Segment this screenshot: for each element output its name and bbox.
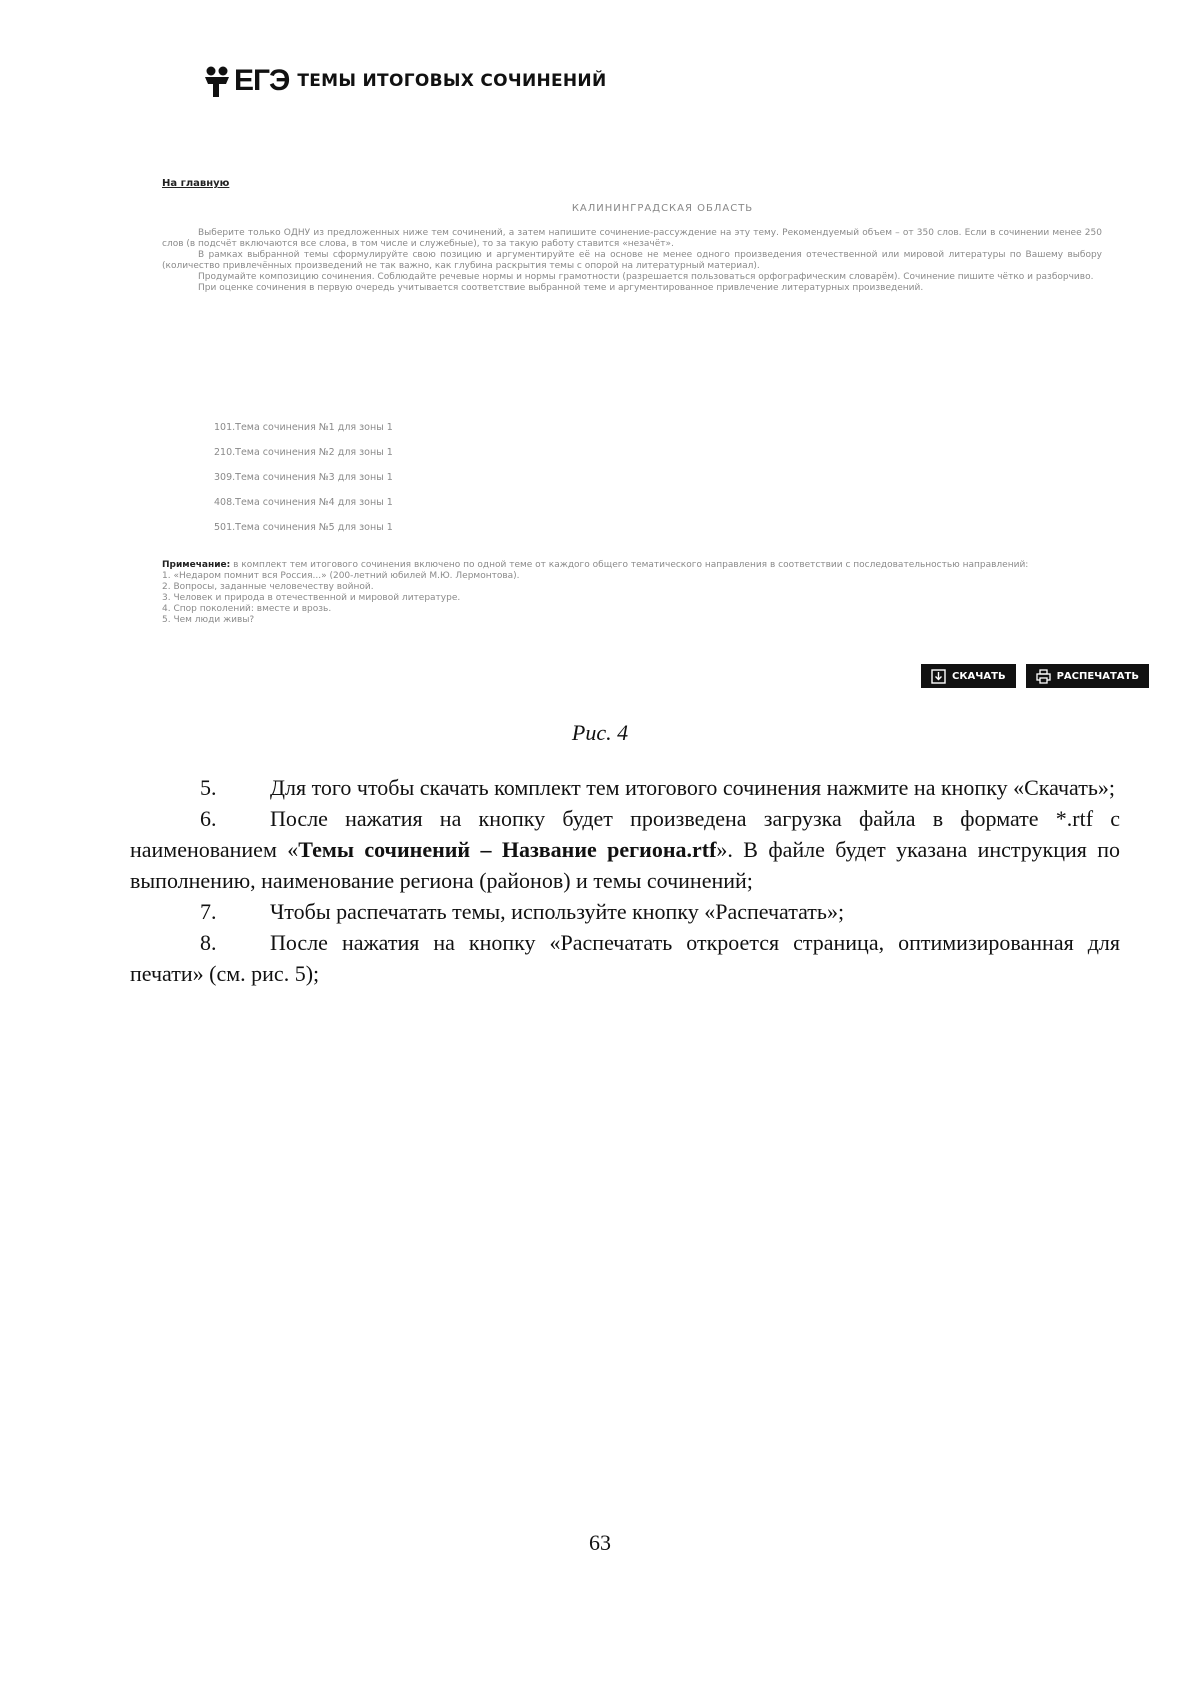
topic-item: 309.Тема сочинения №3 для зоны 1 [214, 472, 393, 483]
topic-list [214, 415, 393, 540]
ege-logo-icon [202, 64, 232, 98]
note-block [162, 560, 1102, 626]
instruction-paragraph: В рамках выбранной темы сформулируйте свою позицию и аргументируйте её на основе не менее одного произведения отечественной или мировой литературы по Вашему выбору (количество привлечённых произведений не так важно, как глубина раскрытия темы с опорой на литературный материал). [162, 250, 1102, 271]
paragraph [130, 896, 1120, 927]
note-item: 2. Вопросы, заданные человечеству войной. [162, 582, 374, 592]
note-label: Примечание: [162, 560, 231, 570]
topic-item: 408.Тема сочинения №4 для зоны 1 [214, 497, 393, 508]
printer-icon [1036, 669, 1051, 684]
instruction-paragraph: Выберите только ОДНУ из предложенных ниже тем сочинений, а затем напишите сочинение-рассуждение на эту тему. Рекомендуемый объем – от 350 слов. Если в сочинении менее 250 слов (в подсчёт включаются все слова, в том числе и служебные), то за такую работу ставится «незачёт». [162, 228, 1102, 249]
topic-item: 210.Тема сочинения №2 для зоны 1 [214, 447, 393, 458]
paragraph [130, 772, 1120, 803]
note-item: 1. «Недаром помнит вся Россия...» (200-летний юбилей М.Ю. Лермонтова). [162, 571, 520, 581]
instructions [162, 228, 1102, 294]
note-item: 5. Чем люди живы? [162, 615, 255, 625]
header-title: ТЕМЫ ИТОГОВЫХ СОЧИНЕНИЙ [297, 71, 607, 91]
download-icon [931, 669, 946, 684]
home-link[interactable]: На главную [162, 178, 230, 189]
paragraph-number: 7. [200, 899, 217, 924]
screenshot-figure [162, 60, 1139, 700]
print-button[interactable] [1026, 664, 1149, 688]
print-label: РАСПЕЧАТАТЬ [1056, 670, 1139, 682]
paragraph-text: После нажатия на кнопку будет произведена загрузка файла в формате *.rtf с наименованием « [130, 806, 1120, 862]
instruction-paragraph: При оценке сочинения в первую очередь учитывается соответствие выбранной теме и аргументированное привлечение литературных произведений. [198, 283, 924, 293]
note-item: 4. Спор поколений: вместе и врозь. [162, 604, 332, 614]
logo-text: ЕГЭ [234, 64, 290, 97]
paragraph-text: Чтобы распечатать темы, используйте кнопку «Распечатать»; [270, 899, 845, 924]
paragraph-number: 5. [200, 775, 217, 800]
action-buttons [921, 664, 1149, 688]
paragraph-text: После нажатия на кнопку «Распечатать откроется страница, оптимизированная для печати» (см. рис. 5); [130, 930, 1120, 986]
page-number: 63 [589, 1530, 611, 1555]
file-name: Темы сочинений – Название региона.rtf [298, 837, 717, 862]
ege-logo [202, 64, 607, 98]
figure-caption: Рис. 4 [571, 720, 629, 745]
paragraph-number: 6. [200, 806, 217, 831]
note-intro [162, 560, 1102, 571]
paragraph-text: ». В файле будет указана инструкция по выполнению, наименование региона (районов) и темы сочинений; [130, 837, 1121, 893]
paragraph [130, 927, 1120, 989]
topic-item: 501.Тема сочинения №5 для зоны 1 [214, 522, 393, 533]
topic-item: 101.Тема сочинения №1 для зоны 1 [214, 422, 393, 433]
paragraph-text: Для того чтобы скачать комплект тем итогового сочинения нажмите на кнопку «Скачать»; [270, 775, 1116, 800]
download-label: СКАЧАТЬ [952, 670, 1006, 682]
note-item: 3. Человек и природа в отечественной и мировой литературе. [162, 593, 461, 603]
note-text: в комплект тем итогового сочинения включено по одной теме от каждого общего тематического направления в соответствии с последовательностью направлений: [233, 560, 1029, 570]
paragraph-number: 8. [200, 930, 217, 955]
region-title: КАЛИНИНГРАДСКАЯ ОБЛАСТЬ [571, 203, 754, 214]
download-button[interactable] [921, 664, 1016, 688]
paragraph [130, 803, 1120, 896]
document-body [130, 772, 1120, 989]
instruction-paragraph: Продумайте композицию сочинения. Соблюдайте речевые нормы и нормы грамотности (разрешается пользоваться орфографическим словарём). Сочинение пишите чётко и разборчиво. [198, 272, 1094, 282]
